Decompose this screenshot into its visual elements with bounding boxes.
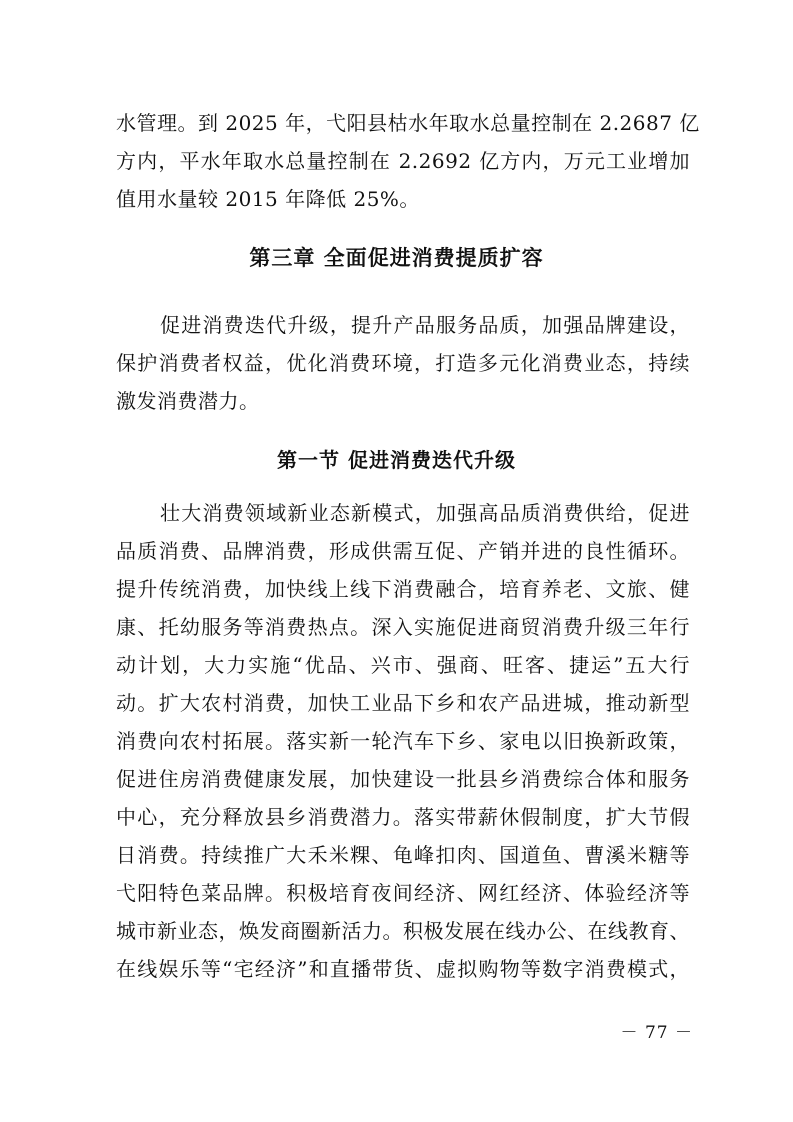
paragraph-line: 促进消费迭代升级，提升产品服务品质，加强品牌建设， xyxy=(160,313,690,337)
page-number: － 77 － xyxy=(620,1023,693,1043)
paragraph-line: 消费向农村拓展。落实新一轮汽车下乡、家电以旧换新政策， xyxy=(116,729,690,753)
paragraph-line: 壮大消费领域新业态新模式，加强高品质消费供给，促进 xyxy=(160,501,690,525)
paragraph-line: 中心，充分释放县乡消费潜力。落实带薪休假制度，扩大节假 xyxy=(116,805,690,829)
paragraph-line: 弋阳特色菜品牌。积极培育夜间经济、网红经济、体验经济等 xyxy=(116,881,690,905)
chapter-heading: 第三章 全面促进消费提质扩容 xyxy=(249,246,544,270)
paragraph-line: 动。扩大农村消费，加快工业品下乡和农产品进城，推动新型 xyxy=(116,691,690,715)
section-heading: 第一节 促进消费迭代升级 xyxy=(277,448,516,472)
paragraph-line: 方内，平水年取水总量控制在 2.2692 亿方内，万元工业增加 xyxy=(116,149,690,173)
paragraph-line: 康、托幼服务等消费热点。深入实施促进商贸消费升级三年行 xyxy=(116,615,690,639)
paragraph-line: 值用水量较 2015 年降低 25%。 xyxy=(116,187,420,211)
paragraph-line: 城市新业态，焕发商圈新活力。积极发展在线办公、在线教育、 xyxy=(116,919,690,943)
paragraph-line: 激发消费潜力。 xyxy=(116,389,260,413)
paragraph-line: 提升传统消费，加快线上线下消费融合，培育养老、文旅、健 xyxy=(116,577,690,601)
paragraph-line: 促进住房消费健康发展，加快建设一批县乡消费综合体和服务 xyxy=(116,767,690,791)
paragraph-line: 保护消费者权益，优化消费环境，打造多元化消费业态，持续 xyxy=(116,351,690,375)
paragraph-line: 水管理。到 2025 年，弋阳县枯水年取水总量控制在 2.2687 亿 xyxy=(116,111,700,135)
paragraph-line: 品质消费、品牌消费，形成供需互促、产销并进的良性循环。 xyxy=(116,539,690,563)
paragraph-line: 动计划，大力实施“优品、兴市、强商、旺客、捷运”五大行 xyxy=(116,653,690,677)
paragraph-line: 日消费。持续推广大禾米粿、龟峰扣肉、国道鱼、曹溪米糖等 xyxy=(116,843,690,867)
paragraph-line: 在线娱乐等“宅经济”和直播带货、虚拟购物等数字消费模式， xyxy=(116,957,690,981)
